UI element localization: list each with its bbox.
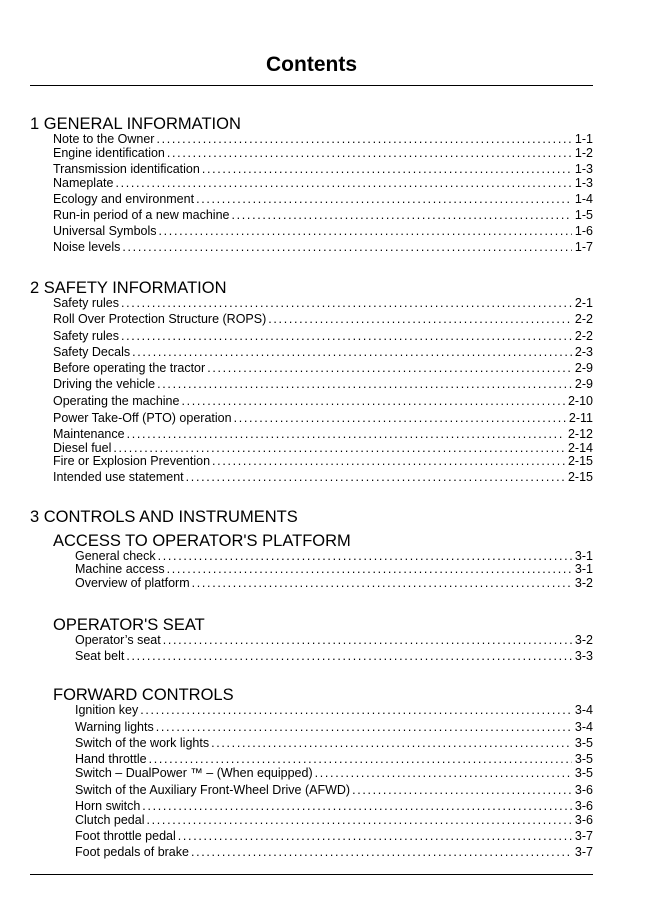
toc-entry[interactable] — [53, 176, 593, 191]
toc-entry-page: 2-2 — [574, 312, 593, 326]
toc-entry[interactable] — [75, 703, 593, 718]
toc-entry-label: Engine identification — [53, 146, 165, 160]
dot-leader — [167, 562, 572, 577]
toc-entry-label: Hand throttle — [75, 752, 147, 766]
toc-entry-label: Diesel fuel — [53, 441, 112, 455]
toc-entry-label: Foot pedals of brake — [75, 845, 189, 859]
toc-entry-label: Ignition key — [75, 703, 139, 717]
toc-entry-label: Power Take-Off (PTO) operation — [53, 411, 232, 425]
dot-leader — [156, 132, 571, 147]
toc-entry-page: 3-3 — [574, 649, 593, 663]
dot-leader — [212, 454, 565, 469]
toc-entry[interactable] — [75, 845, 593, 860]
dot-leader — [191, 845, 572, 860]
dot-leader — [121, 329, 572, 344]
toc-entry-page: 3-1 — [574, 562, 593, 576]
toc-entry[interactable] — [75, 783, 593, 798]
dot-leader — [315, 766, 572, 781]
toc-entry-label: Ecology and environment — [53, 192, 195, 206]
toc-entry-page: 3-7 — [574, 829, 593, 843]
toc-entry-label: Roll Over Protection Structure (ROPS) — [53, 312, 267, 326]
toc-entry-label: Safety Decals — [53, 345, 131, 359]
toc-entry-page: 2-10 — [567, 394, 593, 408]
dot-leader — [211, 736, 572, 751]
toc-entry[interactable] — [53, 329, 593, 344]
toc-entry-page: 1-6 — [574, 224, 593, 238]
toc-entry-label: Note to the Owner — [53, 132, 155, 146]
title-rule — [30, 85, 593, 86]
dot-leader — [149, 752, 572, 767]
toc-entry-page: 3-1 — [574, 549, 593, 563]
toc-entry-page: 3-2 — [574, 576, 593, 590]
toc-entry-page: 3-5 — [574, 766, 593, 780]
toc-entry-page: 2-3 — [574, 345, 593, 359]
toc-entry[interactable] — [53, 224, 593, 239]
toc-entry-label: General check — [75, 549, 156, 563]
dot-leader — [167, 146, 572, 161]
toc-entry[interactable] — [53, 361, 593, 376]
toc-entry-label: Noise levels — [53, 240, 121, 254]
toc-entry-page: 2-1 — [574, 296, 593, 310]
toc-entry-label: Switch of the work lights — [75, 736, 210, 750]
toc-entry-page: 3-7 — [574, 845, 593, 859]
dot-leader — [121, 296, 572, 311]
toc-entry[interactable] — [53, 427, 593, 442]
toc-entry-page: 1-4 — [574, 192, 593, 206]
dot-leader — [202, 162, 572, 177]
dot-leader — [126, 649, 572, 664]
section-heading: 3 CONTROLS AND INSTRUMENTS — [30, 508, 298, 526]
toc-entry-label: Before operating the tractor — [53, 361, 206, 375]
toc-entry[interactable] — [53, 132, 593, 147]
toc-entry[interactable] — [53, 377, 593, 392]
toc-entry-page: 3-6 — [574, 813, 593, 827]
toc-entry-label: Switch – DualPower ™ – (When equipped) — [75, 766, 313, 780]
toc-entry[interactable] — [75, 799, 593, 814]
toc-entry-label: Run-in period of a new machine — [53, 208, 230, 222]
toc-entry-label: Transmission identification — [53, 162, 200, 176]
dot-leader — [157, 377, 572, 392]
toc-entry-label: Operating the machine — [53, 394, 180, 408]
dot-leader — [163, 633, 572, 648]
toc-entry-label: Nameplate — [53, 176, 114, 190]
toc-entry-label: Warning lights — [75, 720, 154, 734]
toc-entry[interactable] — [53, 240, 593, 255]
toc-entry-label: Clutch pedal — [75, 813, 145, 827]
dot-leader — [232, 208, 572, 223]
dot-leader — [132, 345, 572, 360]
toc-entry-page: 3-5 — [574, 736, 593, 750]
toc-entry-page: 1-3 — [574, 176, 593, 190]
toc-entry[interactable] — [75, 633, 593, 648]
toc-entry-label: Universal Symbols — [53, 224, 157, 238]
toc-entry[interactable] — [53, 192, 593, 207]
dot-leader — [352, 783, 572, 798]
toc-entry[interactable] — [75, 736, 593, 751]
toc-entry[interactable] — [53, 394, 593, 409]
toc-entry[interactable] — [75, 766, 593, 781]
toc-entry[interactable] — [53, 345, 593, 360]
toc-entry[interactable] — [53, 146, 593, 161]
dot-leader — [159, 224, 572, 239]
footer-rule — [30, 874, 593, 875]
toc-entry-page: 2-15 — [567, 470, 593, 484]
dot-leader — [147, 813, 572, 828]
toc-entry[interactable] — [53, 296, 593, 311]
toc-entry-page: 3-4 — [574, 703, 593, 717]
subsection-heading: FORWARD CONTROLS — [53, 686, 234, 704]
toc-entry[interactable] — [75, 752, 593, 767]
toc-entry-page: 3-2 — [574, 633, 593, 647]
dot-leader — [181, 394, 565, 409]
toc-entry-label: Driving the vehicle — [53, 377, 156, 391]
dot-leader — [178, 829, 572, 844]
toc-entry-page: 2-2 — [574, 329, 593, 343]
page-title: Contents — [266, 53, 357, 76]
toc-entry-label: Switch of the Auxiliary Front-Wheel Drive (AFWD) — [75, 783, 351, 797]
toc-entry-label: Machine access — [75, 562, 165, 576]
toc-entry[interactable] — [75, 576, 593, 591]
dot-leader — [122, 240, 572, 255]
toc-entry-page: 1-7 — [574, 240, 593, 254]
dot-leader — [140, 703, 572, 718]
toc-entry-page: 2-14 — [567, 441, 593, 455]
dot-leader — [142, 799, 572, 814]
toc-entry-label: Intended use statement — [53, 470, 184, 484]
dot-leader — [127, 427, 565, 442]
dot-leader — [115, 176, 571, 191]
dot-leader — [196, 192, 572, 207]
dot-leader — [207, 361, 572, 376]
toc-entry-label: Fire or Explosion Prevention — [53, 454, 211, 468]
toc-entry[interactable] — [53, 162, 593, 177]
toc-entry[interactable] — [75, 649, 593, 664]
toc-entry-page: 1-1 — [574, 132, 593, 146]
toc-entry[interactable] — [53, 208, 593, 223]
toc-entry-page: 2-15 — [567, 454, 593, 468]
toc-entry[interactable] — [53, 454, 593, 469]
section-heading: 2 SAFETY INFORMATION — [30, 279, 227, 297]
toc-entry[interactable] — [75, 562, 593, 577]
dot-leader — [186, 470, 565, 485]
toc-entry-page: 2-9 — [574, 361, 593, 375]
toc-entry-page: 3-6 — [574, 783, 593, 797]
toc-entry[interactable] — [75, 720, 593, 735]
toc-entry-page: 3-6 — [574, 799, 593, 813]
section-heading: 1 GENERAL INFORMATION — [30, 115, 241, 133]
toc-entry-page: 1-2 — [574, 146, 593, 160]
toc-entry-label: Operator’s seat — [75, 633, 161, 647]
subsection-heading: ACCESS TO OPERATOR'S PLATFORM — [53, 532, 351, 550]
dot-leader — [268, 312, 572, 327]
toc-entry-label: Seat belt — [75, 649, 125, 663]
toc-entry-page: 2-9 — [574, 377, 593, 391]
toc-entry-page: 1-5 — [574, 208, 593, 222]
toc-entry-label: Overview of platform — [75, 576, 190, 590]
toc-entry[interactable] — [75, 813, 593, 828]
toc-entry-label: Maintenance — [53, 427, 125, 441]
subsection-heading: OPERATOR'S SEAT — [53, 616, 205, 634]
dot-leader — [192, 576, 572, 591]
toc-entry[interactable] — [53, 312, 593, 327]
toc-entry[interactable] — [75, 829, 593, 844]
toc-entry-label: Safety rules — [53, 296, 120, 310]
toc-entry-page: 3-5 — [574, 752, 593, 766]
toc-entry-label: Safety rules — [53, 329, 120, 343]
toc-entry-page: 2-11 — [568, 411, 593, 425]
toc-entry-label: Horn switch — [75, 799, 141, 813]
toc-entry-page: 1-3 — [574, 162, 593, 176]
toc-entry[interactable] — [53, 411, 593, 426]
toc-entry-label: Foot throttle pedal — [75, 829, 176, 843]
dot-leader — [156, 720, 572, 735]
toc-entry-page: 2-12 — [567, 427, 593, 441]
dot-leader — [234, 411, 566, 426]
toc-entry[interactable] — [53, 470, 593, 485]
toc-entry-page: 3-4 — [574, 720, 593, 734]
